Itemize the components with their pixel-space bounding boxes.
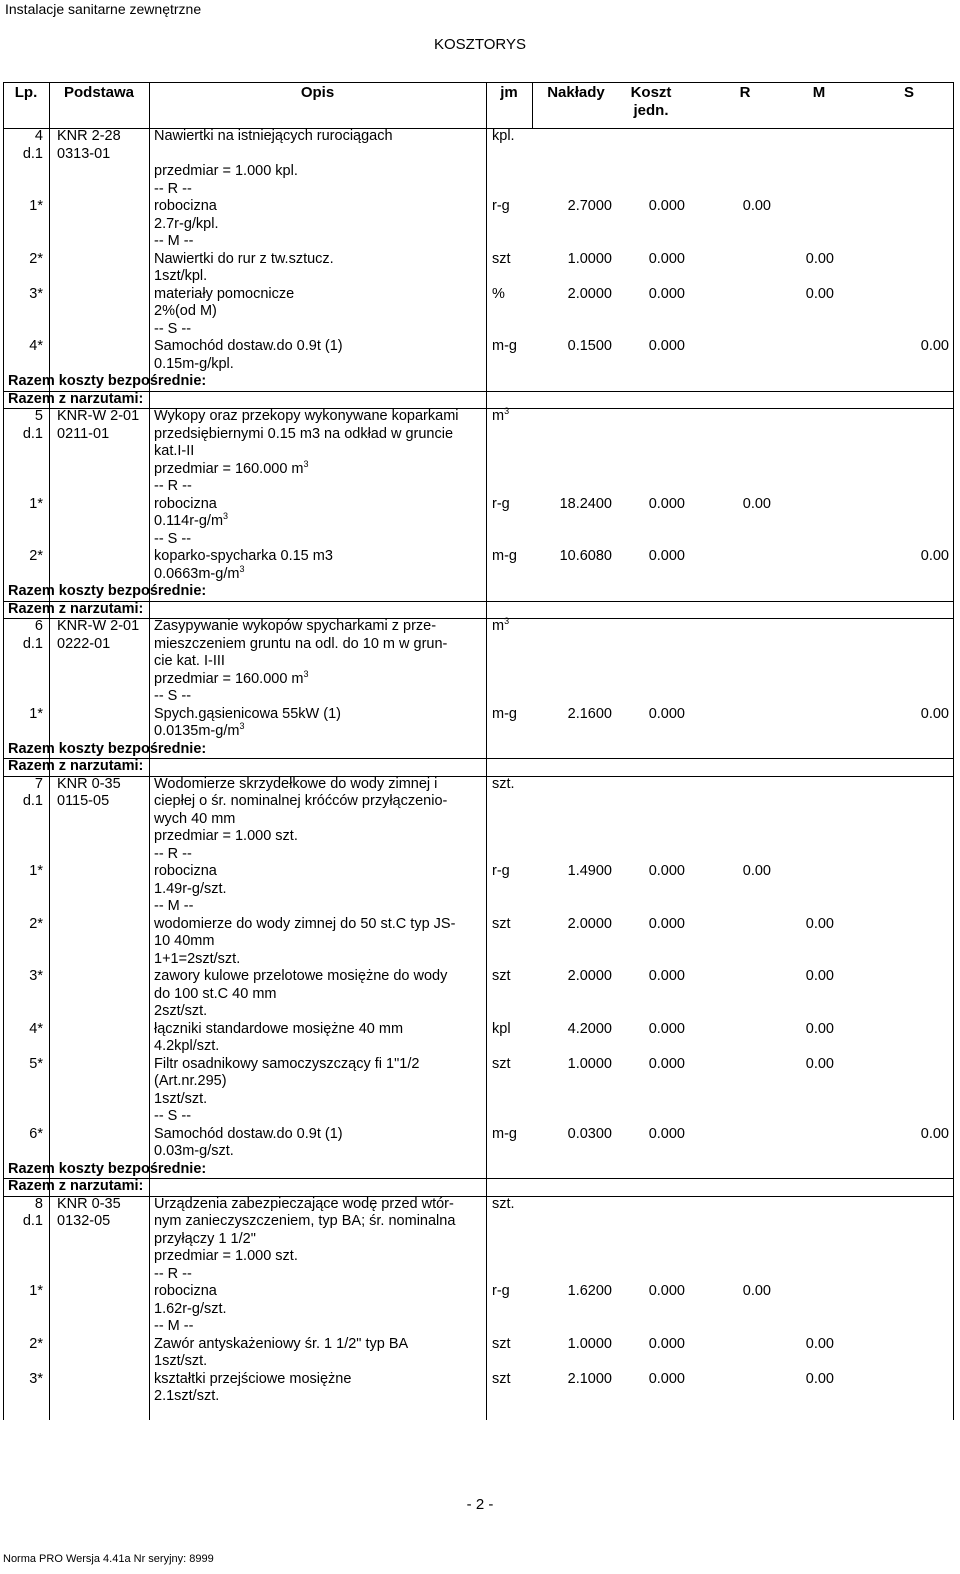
cell-desc: kat.I-II [154,443,195,459]
cell-desc: -- S -- [154,530,192,547]
cell-desc: -- R -- [154,1265,192,1282]
cell-desc: przedmiar = 1.000 szt. [154,828,298,844]
cell-desc: Wodomierze skrzydełkowe do wody zimnej i [154,775,438,792]
cell-desc: -- M -- [154,1318,194,1334]
cell-desc: -- S -- [154,1108,192,1124]
cell-desc: robocizna [154,863,217,879]
cell-desc: 0.03m-g/szt. [154,1143,234,1159]
cell-nakl: 4.2000 [567,1020,612,1037]
cell-nakl: 0.1500 [567,338,612,354]
cell-jm: szt. [492,775,515,792]
cell-desc: wodomierze do wody zimnej do 50 st.C typ JS- [154,915,456,932]
cell-koszt: 0.000 [648,285,685,302]
cell-lp: 7 [34,775,43,792]
cell-desc: ciepłej o śr. nominalnej króćców przyłączenio- [154,793,448,809]
cell-desc: robocizna [154,198,217,214]
cell-desc: przedmiar = 160.000 $m^3$ [154,668,309,687]
cell-koszt: 0.000 [648,198,685,214]
summary-label: Razem koszty bezpośrednie: [8,373,207,389]
cell-jm: szt. [492,1195,515,1212]
cell-jm: m-g [492,548,517,564]
cell-nakl: 1.0000 [567,1335,612,1352]
cell-desc: przedsiębiernymi 0.15 m3 na odkład w gruncie [154,425,454,442]
cell-lp: d.1 [22,145,43,162]
cell-desc: przedmiar = 1.000 szt. [154,1248,298,1264]
cell-m: 0.00 [805,968,834,984]
cell-desc: 1.62r-g/szt. [154,1300,227,1317]
cell-desc: Urządzenia zabezpieczające wodę przed wtór- [154,1195,454,1212]
cell-koszt: 0.000 [648,915,685,932]
cell-desc: $0.114r-g/m^3$ [154,511,229,529]
cell-lp: 1* [29,1283,43,1299]
cell-desc: 2szt/szt. [154,1003,208,1019]
cell-desc: robocizna [154,495,217,512]
cell-desc: kształtki przejściowe mosiężne [154,1370,352,1387]
cell-nakl: 2.0000 [567,968,612,984]
column-header: Koszt jedn. [630,84,672,119]
cell-lp: 3* [29,1370,43,1387]
cell-jm: szt [492,1335,511,1352]
cell-desc: wych 40 mm [154,810,236,827]
cell-desc: -- R -- [154,845,192,862]
cell-m: 0.00 [805,1370,834,1387]
cell-jm: r-g [492,863,510,879]
cell-desc: -- R -- [154,478,192,494]
cell-r: 0.00 [742,863,771,879]
cell-lp: 2* [29,915,43,932]
cell-koszt: 0.000 [648,705,685,722]
cell-koszt: 0.000 [648,1370,685,1387]
software-info: Norma PRO Wersja 4.41a Nr seryjny: 8999 [3,1553,214,1565]
row-separator [3,391,953,392]
cell-s: 0.00 [920,548,949,564]
cell-jm: szt [492,250,511,267]
summary-label: Razem koszty bezpośrednie: [8,740,207,757]
cell-desc: 1+1=2szt/szt. [154,950,241,967]
summary-label: Razem z narzutami: [8,758,144,774]
cell-m: 0.00 [805,1055,834,1072]
cell-nakl: 2.7000 [567,198,612,214]
cell-jm: szt [492,1370,511,1387]
cell-koszt: 0.000 [648,1055,685,1072]
cell-desc: Samochód dostaw.do 0.9t (1) [154,1125,343,1142]
cell-desc: nym zanieczyszczeniem, typ BA; śr. nominalna [154,1213,456,1229]
column-header: Opis [300,84,335,101]
cell-lp: 2* [29,250,43,267]
cell-lp: 2* [29,1335,43,1352]
cell-desc: -- R -- [154,180,192,197]
cell-r: 0.00 [742,198,771,214]
cell-koszt: 0.000 [648,250,685,267]
summary-label: Razem koszty bezpośrednie: [8,1160,207,1177]
cell-lp: d.1 [22,635,43,652]
cell-desc: Spych.gąsienicowa 55kW (1) [154,705,341,722]
cell-basis: KNR-W 2-01 [57,408,140,424]
cell-koszt: 0.000 [648,338,685,354]
column-header: M [812,84,826,101]
cell-lp: d.1 [22,1213,43,1229]
row-separator [3,408,953,409]
cell-jm: $m^3$ [492,406,510,424]
cell-desc: przedmiar = 1.000 kpl. [154,163,298,179]
cell-lp: 2* [29,548,43,564]
cell-lp: 5 [34,408,43,424]
cell-desc: 10 40mm [154,933,215,949]
cell-jm: r-g [492,495,510,512]
cell-basis: KNR-W 2-01 [57,618,140,634]
cell-desc: cie kat. I-III [154,653,225,669]
cell-jm: % [492,285,505,302]
cell-desc: 4.2kpl/szt. [154,1038,220,1054]
cell-nakl: 1.4900 [567,863,612,879]
cell-desc: $0.0663m-g/m^3$ [154,563,245,582]
cell-desc: (Art.nr.295) [154,1073,227,1089]
cell-koszt: 0.000 [648,1020,685,1037]
cell-jm: m-g [492,338,517,354]
cell-nakl: 10.6080 [559,548,612,564]
cell-koszt: 0.000 [648,1335,685,1352]
row-separator [3,618,953,619]
cell-nakl: 1.0000 [567,250,612,267]
cell-lp: 3* [29,968,43,984]
row-separator [3,1196,953,1197]
cell-lp: d.1 [22,793,43,809]
cost-estimate-table [3,82,953,1420]
row-separator [3,601,953,602]
cell-basis: 0313-01 [57,145,111,162]
cell-nakl: 18.2400 [559,495,612,512]
cell-koszt: 0.000 [648,863,685,879]
column-header: Nakłady [547,84,605,101]
row-separator [3,758,953,759]
cell-desc: 0.15m-g/kpl. [154,355,234,372]
cell-desc: Wykopy oraz przekopy wykonywane koparkami [154,408,459,424]
column-header: S [903,84,914,101]
document-title: KOSZTORYS [434,36,526,53]
row-separator [3,1178,953,1179]
cell-koszt: 0.000 [648,495,685,512]
cell-nakl: 2.1600 [567,705,612,722]
cell-desc: Zawór antyskażeniowy śr. 1 1/2" typ BA [154,1335,409,1352]
cell-m: 0.00 [805,250,834,267]
cell-basis: 0211-01 [57,425,110,442]
cell-desc: Nawiertki na istniejących rurociągach [154,128,393,144]
cell-basis: KNR 2-28 [57,128,121,144]
cell-lp: 4* [29,338,43,354]
cell-m: 0.00 [805,1020,834,1037]
cell-desc: 1szt/szt. [154,1353,208,1369]
cell-desc: zawory kulowe przelotowe mosiężne do wody [154,968,448,984]
cell-lp: 8 [34,1195,43,1212]
cell-lp: 6* [29,1125,43,1142]
cell-r: 0.00 [742,1283,771,1299]
cell-desc: materiały pomocnicze [154,285,295,302]
cell-desc: Samochód dostaw.do 0.9t (1) [154,338,343,354]
cell-desc: 2.1szt/szt. [154,1388,220,1404]
cell-lp: d.1 [22,425,43,442]
cell-basis: 0222-01 [57,635,111,652]
summary-label: Razem z narzutami: [8,1178,144,1194]
summary-label: Razem z narzutami: [8,600,144,617]
cell-lp: 1* [29,495,43,512]
cell-lp: 1* [29,863,43,879]
cell-nakl: 1.0000 [567,1055,612,1072]
cell-s: 0.00 [920,705,949,722]
cell-lp: 1* [29,705,43,722]
cell-desc: łączniki standardowe mosiężne 40 mm [154,1020,404,1037]
cell-desc: 2.7r-g/kpl. [154,215,219,232]
cell-desc: 1szt/kpl. [154,268,208,284]
cell-nakl: 2.0000 [567,915,612,932]
cell-basis: KNR 0-35 [57,775,121,792]
cell-desc: $0.0135m-g/m^3$ [154,721,245,739]
column-header: Lp. [14,84,38,101]
cell-desc: -- M -- [154,898,194,914]
cell-jm: szt [492,968,511,984]
cell-desc: 2%(od M) [154,303,217,319]
cell-lp: 4 [34,128,43,144]
cell-lp: 3* [29,285,43,302]
cell-koszt: 0.000 [648,548,685,564]
cell-nakl: 2.0000 [567,285,612,302]
cell-jm: kpl [492,1020,511,1037]
table-top-border [3,82,953,83]
cell-desc: -- M -- [154,233,194,249]
cell-desc: przedmiar = 160.000 $m^3$ [154,458,309,477]
cell-jm: kpl. [492,128,515,144]
cell-koszt: 0.000 [648,1125,685,1142]
cell-koszt: 0.000 [648,968,685,984]
summary-label: Razem koszty bezpośrednie: [8,583,207,599]
cell-lp: 4* [29,1020,43,1037]
column-header: R [739,84,751,101]
cell-jm: r-g [492,1283,510,1299]
cell-desc: Filtr osadnikowy samoczyszczący fi 1"1/2 [154,1055,420,1072]
cell-desc: do 100 st.C 40 mm [154,985,277,1002]
cell-lp: 5* [29,1055,43,1072]
column-separator [486,82,487,1420]
cell-desc: Zasypywanie wykopów spycharkami z prze- [154,618,437,634]
cell-jm: szt [492,1055,511,1072]
cell-jm: szt [492,915,511,932]
cell-jm: $m^3$ [492,616,510,634]
header-title: Instalacje sanitarne zewnętrzne [5,1,202,17]
cell-desc: koparko-spycharka 0.15 m3 [154,548,333,564]
cell-nakl: 0.0300 [567,1125,612,1142]
column-header: jm [500,84,518,101]
cell-desc: mieszczeniem gruntu na odl. do 10 m w grun- [154,635,448,652]
cell-desc: przyłączy 1 1/2" [154,1230,256,1247]
cell-jm: m-g [492,1125,517,1142]
cell-desc: -- S -- [154,320,192,337]
cell-basis: 0132-05 [57,1213,111,1229]
cell-s: 0.00 [920,1125,949,1142]
cell-m: 0.00 [805,1335,834,1352]
column-header: Podstawa [63,84,135,101]
cell-s: 0.00 [920,338,949,354]
cell-nakl: 2.1000 [567,1370,612,1387]
cell-nakl: 1.6200 [567,1283,612,1299]
cell-koszt: 0.000 [648,1283,685,1299]
row-separator [3,776,953,777]
cell-desc: robocizna [154,1283,217,1299]
cell-basis: 0115-05 [57,793,110,809]
cell-jm: m-g [492,705,517,722]
cell-m: 0.00 [805,285,834,302]
cell-r: 0.00 [742,495,771,512]
page-number: - 2 - [466,1496,494,1513]
summary-label: Razem z narzutami: [8,390,144,407]
cell-lp: 1* [29,198,43,214]
cell-basis: KNR 0-35 [57,1195,121,1212]
cell-desc: -- S -- [154,688,192,704]
cell-desc: Nawiertki do rur z tw.sztucz. [154,250,334,267]
cell-desc: 1.49r-g/szt. [154,880,227,897]
cell-desc: 1szt/szt. [154,1090,208,1107]
table-right-border [953,82,954,1420]
cell-jm: r-g [492,198,510,214]
table-header-border [3,128,953,129]
cell-lp: 6 [34,618,43,634]
cell-m: 0.00 [805,915,834,932]
